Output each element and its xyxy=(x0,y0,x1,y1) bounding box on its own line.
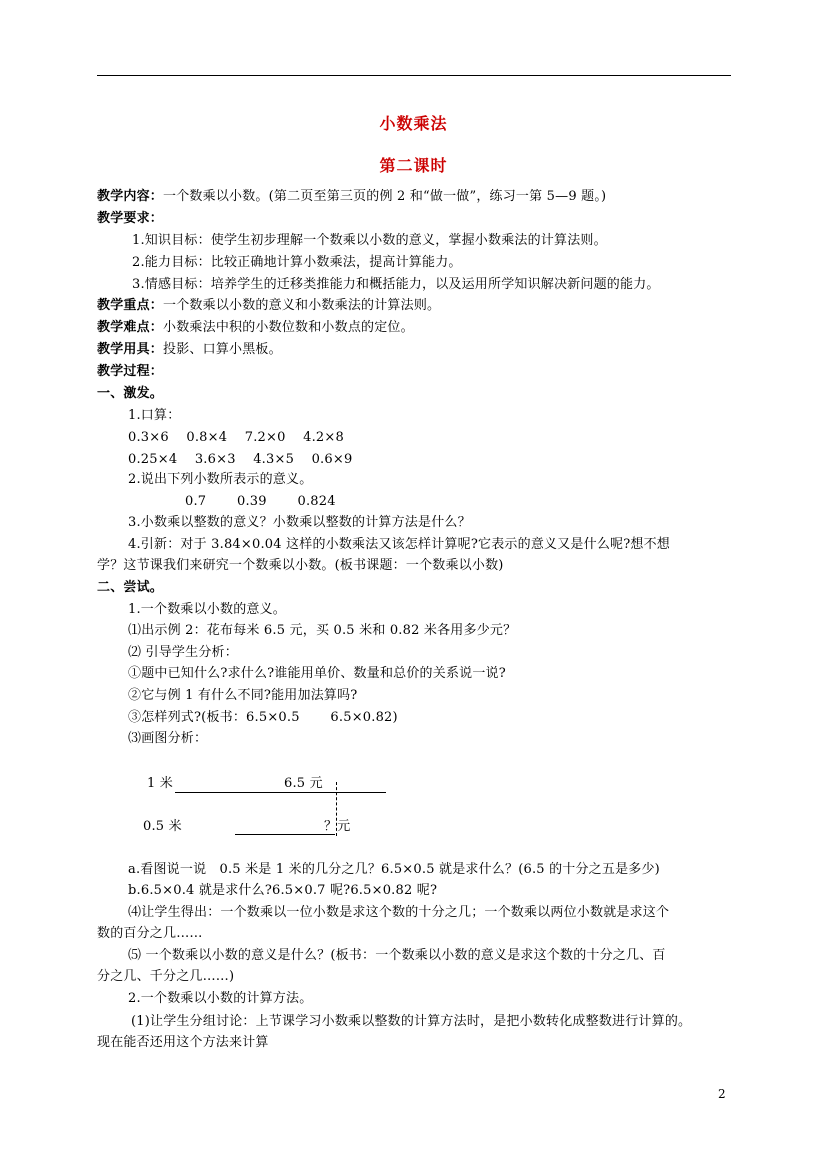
sec2-line-7: ⑶画图分析： xyxy=(128,731,208,746)
tools-label: 教学用具： xyxy=(97,342,164,357)
content-label: 教学内容： xyxy=(97,189,164,204)
sec2-line-9: b.6.5×0.4 就是求什么?6.5×0.7 呢?6.5×0.82 呢? xyxy=(128,883,438,898)
sec2-line-13: 分之几、千分之几……) xyxy=(97,969,235,984)
doc-subtitle: 第二课时 xyxy=(379,156,448,175)
sec1-line-2: 0.3×6 0.8×4 7.2×0 4.2×8 xyxy=(128,430,344,445)
content-line xyxy=(97,188,606,206)
label-unknown-price: ？元 xyxy=(324,819,351,834)
key-point-label: 教学重点： xyxy=(97,298,164,313)
sec1-line-7: 4.引新：对于 3.84×0.04 这样的小数乘法又该怎样计算呢?它表示的意义又是什么呢?想不想 xyxy=(128,537,670,552)
sec2-line-1: 1.一个数乘以小数的意义。 xyxy=(128,602,287,617)
page-number: 2 xyxy=(718,1087,726,1101)
sec1-line-1: 1.口算： xyxy=(128,408,181,423)
sec1-line-8: 学？这节课我们来研究一个数乘以小数。(板书课题：一个数乘以小数) xyxy=(97,558,504,573)
difficulty-text: 小数乘法中积的小数位数和小数点的定位。 xyxy=(163,320,414,335)
header-rule xyxy=(97,75,731,76)
sec2-line-11: 数的百分之几…… xyxy=(97,926,203,941)
sec2-line-12: ⑸ 一个数乘以小数的意义是什么？(板书：一个数乘以小数的意义是求这个数的十分之几、百 xyxy=(128,948,666,963)
key-point-line xyxy=(97,297,440,315)
difficulty-line xyxy=(97,319,414,337)
sec2-line-6: ③怎样列式?(板书：6.5×0.5 6.5×0.82) xyxy=(128,710,398,725)
sec2-line-15: (1)让学生分组讨论：上节课学习小数乘以整数的计算方法时，是把小数转化成整数进行计算的。 xyxy=(131,1014,692,1029)
sec2-line-4: ①题中已知什么?求什么?谁能用单价、数量和总价的关系说一说? xyxy=(128,666,506,681)
sec2-line-5: ②它与例 1 有什么不同?能用加法算吗? xyxy=(128,688,358,703)
sec2-line-2: ⑴出示例 2：花布每米 6.5 元，买 0.5 米和 0.82 米各用多少元？ xyxy=(128,623,517,638)
difficulty-label: 教学难点： xyxy=(97,320,164,335)
requirement-2: 2.能力目标：比较正确地计算小数乘法，提高计算能力。 xyxy=(132,255,462,270)
content-text: 一个数乘以小数。(第二页至第三页的例 2 和“做一做”，练习一第 5—9 题。) xyxy=(163,189,607,204)
label-price: 6.5 元 xyxy=(284,776,323,791)
sec2-line-14: 2.一个数乘以小数的计算方法。 xyxy=(128,991,313,1006)
sec1-line-6: 3.小数乘以整数的意义？小数乘以整数的计算方法是什么？ xyxy=(128,515,471,530)
section-1-heading: 一、激发。 xyxy=(97,386,164,401)
sec2-line-16: 现在能否还用这个方法来计算 xyxy=(97,1035,269,1050)
requirements-label: 教学要求： xyxy=(97,211,164,226)
sec1-line-5: 0.7 0.39 0.824 xyxy=(185,494,336,509)
requirement-3: 3.情感目标：培养学生的迁移类推能力和概括能力，以及运用所学知识解决新问题的能力。 xyxy=(132,277,660,292)
doc-title: 小数乘法 xyxy=(379,114,448,133)
label-half-meter: 0.5 米 xyxy=(143,819,182,834)
sec2-line-8: a.看图说一说 0.5 米是 1 米的几分之几？6.5×0.5 就是求什么？(6.5 的十分之五是多少) xyxy=(128,862,660,877)
sec1-line-3: 0.25×4 3.6×3 4.3×5 0.6×9 xyxy=(128,452,353,467)
process-label: 教学过程： xyxy=(97,364,164,379)
segment-1-meter xyxy=(175,792,386,793)
section-2-heading: 二、尝试。 xyxy=(97,580,164,595)
label-1-meter: 1 米 xyxy=(147,776,174,791)
sec1-line-4: 2.说出下列小数所表示的意义。 xyxy=(128,472,313,487)
tools-line xyxy=(97,341,282,359)
sec2-line-3: ⑵ 引导学生分析： xyxy=(128,645,238,660)
key-point-text: 一个数乘以小数的意义和小数乘法的计算法则。 xyxy=(163,298,441,313)
tools-text: 投影、口算小黑板。 xyxy=(163,342,282,357)
segment-half-meter xyxy=(235,834,335,835)
requirement-1: 1.知识目标：使学生初步理解一个数乘以小数的意义，掌握小数乘法的计算法则。 xyxy=(132,233,607,248)
sec2-line-10: ⑷让学生得出：一个数乘以一位小数是求这个数的十分之几；一个数乘以两位小数就是求这个 xyxy=(128,905,670,920)
